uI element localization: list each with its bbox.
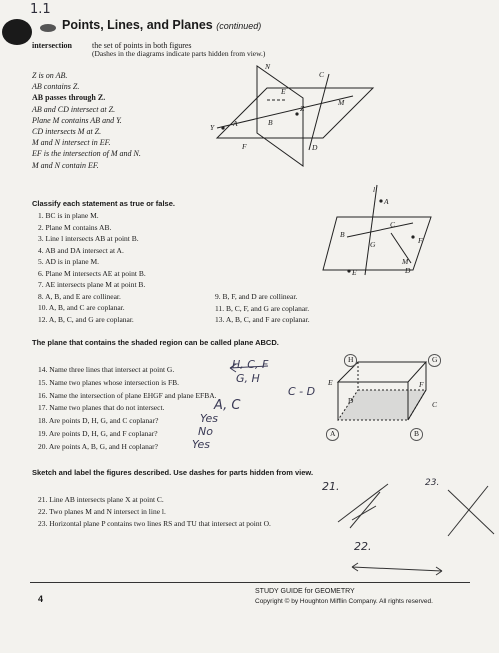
classify-item: 7. AE intersects plane M at point B.	[38, 280, 146, 289]
statement: AB passes through Z.	[32, 93, 106, 103]
box-label: E	[328, 378, 333, 387]
shaded-item: 19. Are points D, H, G, and F coplanar?	[38, 428, 158, 438]
sketch-number: 23.	[425, 478, 440, 488]
classify-item: 8. A, B, and E are collinear.	[38, 291, 121, 301]
statement: Plane M contains AB and Y.	[32, 115, 122, 125]
diagram1-label: Y	[210, 123, 215, 132]
footer-guide: STUDY GUIDE for GEOMETRY	[255, 588, 355, 595]
definition-note: (Dashes in the diagrams indicate parts hidden from view.)	[92, 49, 266, 58]
diagram2-label: D	[405, 266, 411, 275]
classify-item: 13. A, B, C, and F are coplanar.	[215, 315, 310, 324]
definition-text: the set of points in both figures	[92, 41, 192, 50]
footer-rule	[30, 582, 470, 583]
oval-marker	[40, 24, 56, 32]
box-label: B	[410, 428, 423, 441]
page-title: Points, Lines, and Planes (continued)	[62, 18, 262, 32]
shaded-item: 15. Name two planes whose intersection is FB.	[38, 377, 180, 387]
handwritten-arrow	[228, 362, 268, 382]
statement: AB contains Z.	[32, 82, 80, 92]
statement: CD intersects M at Z.	[32, 127, 102, 137]
diagram1-label: E	[281, 87, 286, 96]
sketch-list	[38, 494, 166, 518]
handwritten-answer: Yes	[192, 438, 211, 451]
sketch-22	[350, 555, 450, 585]
sketch-number: 22.	[354, 540, 372, 553]
classify-item: 3. Line l intersects AB at point B.	[38, 234, 139, 243]
diagram2-label: B	[340, 230, 345, 239]
classify-item: 5. AD is in plane M.	[38, 257, 100, 266]
classify-item: 2. Plane M contains AB.	[38, 222, 112, 232]
statement: M and N contain EF.	[32, 160, 99, 170]
classify-list	[38, 210, 146, 325]
classify-item: 6. Plane M intersects AE at point B.	[38, 268, 146, 278]
box-label: D	[348, 396, 354, 405]
statement-list	[32, 70, 141, 171]
diagram1-label: A	[233, 119, 238, 128]
shaded-item: 16. Name the intersection of plane EHGF and plane EFBA.	[38, 390, 217, 400]
diagram1-label: M	[338, 98, 345, 107]
statement: EF is the intersection of M and N.	[32, 149, 141, 159]
classify-item: 1. BC is in plane M.	[38, 211, 99, 220]
box-label: A	[326, 428, 339, 441]
shaded-item: 20. Are points A, B, G, and H coplanar?	[38, 441, 158, 451]
shaded-item: 14. Name three lines that intersect at point G.	[38, 365, 175, 374]
diagram2-label: l	[373, 185, 376, 194]
sketch-number: 21.	[322, 480, 340, 493]
sketch-item: 22. Two planes M and N intersect in line l.	[38, 507, 166, 516]
diagram1-label: N	[265, 62, 271, 71]
diagram2-label: F	[418, 236, 423, 245]
handwritten-answer: H, C, F	[232, 358, 269, 371]
page-number: 4	[38, 594, 44, 604]
sketch-item: 23. Horizontal plane P contains two lines RS and TU that intersect at point O.	[38, 519, 271, 528]
shaded-item: 17. Name two planes that do not intersect.	[38, 403, 165, 413]
handwritten-answer: Yes	[200, 412, 219, 425]
handwritten-answer: C - D	[288, 385, 316, 398]
sketch-item: 21. Line AB intersects plane X at point C.	[38, 495, 164, 504]
sketch-heading: Sketch and label the figures described. Use dashes for parts hidden from view.	[32, 468, 314, 477]
diagram1-label: D	[312, 143, 318, 152]
sketch-21	[330, 472, 390, 532]
diagram1-label: B	[268, 118, 273, 127]
diagram1-label: C	[319, 70, 325, 79]
box-label: C	[432, 400, 438, 409]
definition-term: intersection	[32, 41, 72, 50]
box-label: F	[419, 380, 424, 389]
classify-item: 4. AB and DA intersect at A.	[38, 245, 124, 255]
diagram2-label: M	[402, 257, 409, 266]
diagram2-label: A	[384, 197, 389, 206]
classify-item: 12. A, B, C, and G are coplanar.	[38, 314, 134, 324]
shaded-list	[38, 364, 217, 454]
planes-diagram	[195, 58, 375, 173]
box-label: G	[428, 354, 441, 367]
classify-item: 11. B, C, F, and G are coplanar.	[215, 303, 310, 313]
statement: M and N intersect in EF.	[32, 138, 111, 148]
shaded-heading: The plane that contains the shaded region can be called plane ABCD.	[32, 338, 279, 347]
handwritten-answer: G, H	[236, 372, 260, 385]
shaded-item: 18. Are points D, H, G, and C coplanar?	[38, 416, 159, 426]
diagram2-label: G	[370, 240, 376, 249]
bullet-marker	[2, 19, 32, 45]
sketch-23	[428, 478, 498, 548]
footer-copyright: Copyright © by Houghton Mifflin Company. All rights reserved.	[255, 598, 433, 605]
statement: AB and CD intersect at Z.	[32, 104, 116, 114]
classify-list-right	[215, 291, 310, 326]
diagram1-label: F	[242, 142, 247, 151]
handwritten-answer: No	[198, 425, 213, 438]
diagram1-label: Z	[300, 104, 305, 113]
diagram2-label: E	[352, 268, 357, 277]
section-number: 1.1	[30, 2, 51, 17]
classify-item: 10. A, B, and C are coplanar.	[38, 303, 125, 312]
classify-item: 9. B, F, and D are collinear.	[215, 292, 298, 301]
statement: Z is on AB.	[32, 71, 68, 80]
diagram2-label: C	[390, 220, 396, 229]
classify-heading: Classify each statement as true or false.	[32, 199, 175, 208]
box-label: H	[344, 354, 357, 367]
handwritten-answer: A, C	[214, 398, 241, 413]
